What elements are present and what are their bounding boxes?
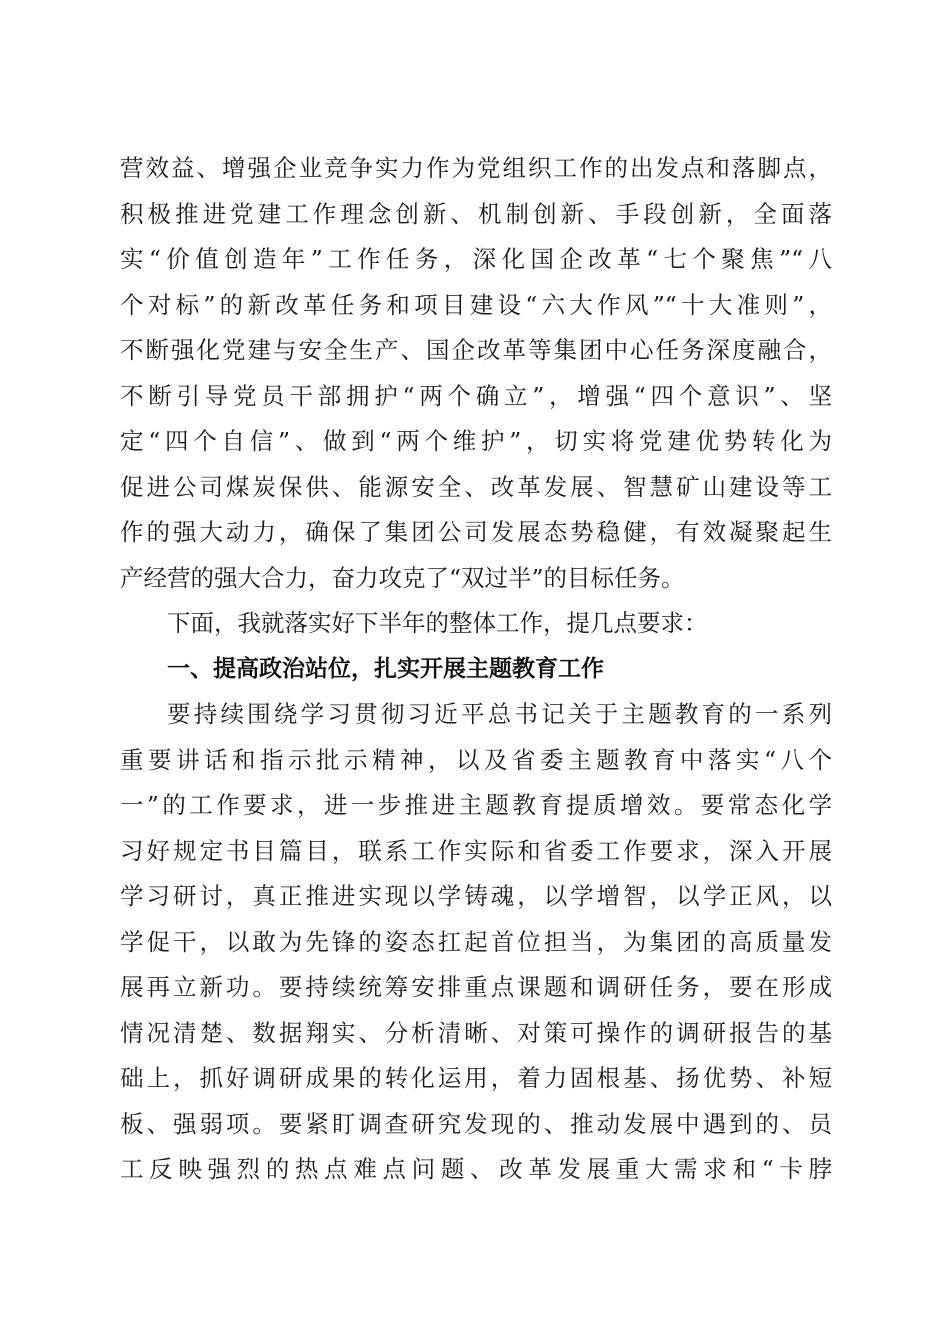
text-line: 要持续围绕学习贯彻习近平总书记关于主题教育的一系列 bbox=[167, 700, 832, 728]
text-line: 情况清楚、数据翔实、分析清晰、对策可操作的调研报告的基 bbox=[120, 1018, 832, 1047]
text-line: 实“价值创造年”工作任务，深化国企改革“七个聚焦”“八 bbox=[120, 245, 832, 273]
text-line: 重要讲话和指示批示精神，以及省委主题教育中落实“八个 bbox=[120, 745, 832, 774]
text-line: 作的强大动力，确保了集团公司发展态势稳健，有效凝聚起生 bbox=[120, 518, 832, 546]
text-line: 展再立新功。要持续统筹安排重点课题和调研任务，要在形成 bbox=[120, 973, 832, 1001]
paragraph-2 bbox=[120, 601, 832, 647]
text-line: 工反映强烈的热点难点问题、改革发展重大需求和“卡脖 bbox=[120, 1155, 832, 1183]
text-line: 习好规定书目篇目，联系工作实际和省委工作要求，深入开展 bbox=[120, 836, 832, 865]
text-line: 个对标”的新改革任务和项目建设“六大作风”“十大准则”， bbox=[120, 290, 832, 319]
text-line: 促进公司煤炭保供、能源安全、改革发展、智慧矿山建设等工 bbox=[120, 472, 832, 501]
text-line: 产经营的强大合力，奋力攻克了“双过半”的目标任务。 bbox=[120, 563, 685, 592]
document-body bbox=[120, 146, 832, 1193]
paragraph-1 bbox=[120, 146, 832, 601]
text-line: 一”的工作要求，进一步推进主题教育提质增效。要常态化学 bbox=[120, 791, 832, 819]
text-line: 板、强弱项。要紧盯调查研究发现的、推动发展中遇到的、员 bbox=[120, 1109, 832, 1138]
text-line: 础上，抓好调研成果的转化运用，着力固根基、扬优势、补短 bbox=[120, 1064, 832, 1092]
text-line: 不断引导党员干部拥护“两个确立”，增强“四个意识”、坚 bbox=[120, 381, 832, 410]
text-line: 下面，我就落实好下半年的整体工作，提几点要求： bbox=[167, 609, 708, 637]
text-line: 学促干，以敢为先锋的姿态扛起首位担当，为集团的高质量发 bbox=[120, 927, 832, 956]
text-line: 不断强化党建与安全生产、国企改革等集团中心任务深度融合， bbox=[120, 336, 832, 364]
section-heading: 一、提高政治站位，扎实开展主题教育工作 bbox=[167, 655, 604, 682]
text-line: 营效益、增强企业竞争实力作为党组织工作的出发点和落脚点， bbox=[120, 154, 832, 182]
paragraph-3 bbox=[120, 692, 832, 1193]
text-line: 积极推进党建工作理念创新、机制创新、手段创新，全面落 bbox=[120, 199, 832, 228]
text-line: 定“四个自信”、做到“两个维护”，切实将党建优势转化为 bbox=[120, 427, 832, 455]
text-line: 学习研讨，真正推进实现以学铸魂，以学增智，以学正风，以 bbox=[120, 882, 832, 910]
